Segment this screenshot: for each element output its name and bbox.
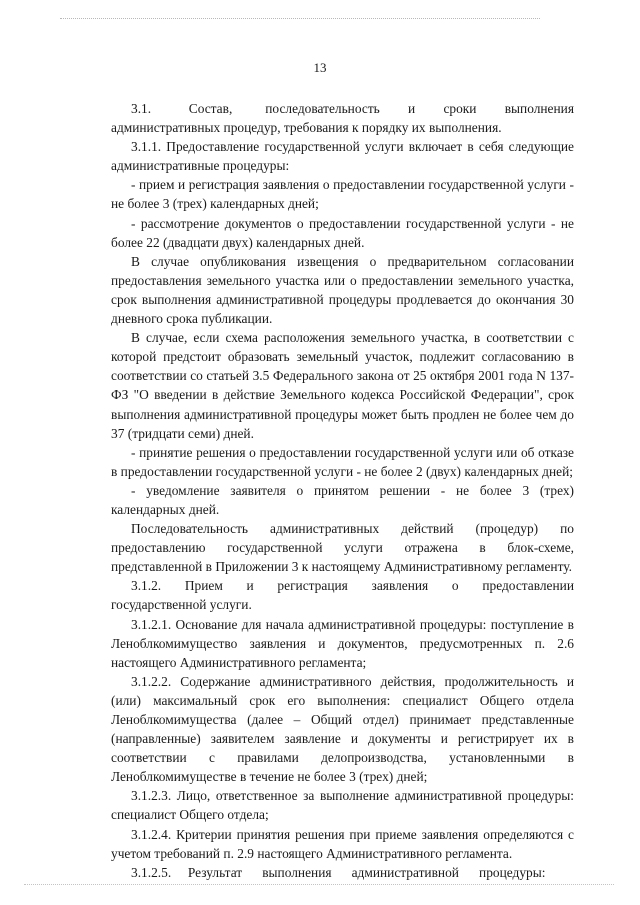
paragraph-3-1-2-2: 3.1.2.2. Содержание административного действия, продолжительность и (или) максимальный срок его выполнения: специалист Общего отдела Леноблкомимущества (далее – Общий отдел) принимает представленные (направленные) заявителем заявление и документы и регистрирует их в соответствии с правилами делопроизводства, установленными в Леноблкомимуществе в течение не более 3 (трех) дней; [111,673,574,785]
list-item-review: - рассмотрение документов о предоставлении государственной услуги - не более 22 (двадцати двух) календарных дней. [111,215,574,250]
list-item-receipt: - прием и регистрация заявления о предоставлении государственной услуги - не более 3 (трех) календарных дней; [111,177,574,212]
paragraph-publication: В случае опубликования извещения о предварительном согласовании предоставления земельного участка или о предоставлении земельного участка, срок выполнения административной процедуры продлевается до окончания 30 дневного срока публикации. [111,253,574,327]
paragraph-3-1-2-5: 3.1.2.5. Результат выполнения административной процедуры: [131,864,546,880]
document-body [111,99,574,882]
paragraph-3-1-2-3: 3.1.2.3. Лицо, ответственное за выполнение административной процедуры: специалист Общего отдела; [111,788,574,823]
scan-edge-bottom [24,884,614,885]
paragraph-3-1: 3.1. Состав, последовательность и сроки выполнения административных процедур, требования к порядку их выполнения. [111,101,574,136]
list-item-notification: - уведомление заявителя о принятом решении - не более 3 (трех) календарных дней. [111,482,574,517]
list-item-decision: - принятие решения о предоставлении государственной услуги или об отказе в предоставлении государственной услуги - не более 2 (двух) календарных дней; [111,444,574,479]
paragraph-3-1-2: 3.1.2. Прием и регистрация заявления о предоставлении государственной услуги. [111,578,574,613]
paragraph-sequence: Последовательность административных действий (процедур) по предоставлению государственной услуги отражена в блок-схеме, представленной в Приложении 3 к настоящему Административному регламенту. [111,521,574,575]
paragraph-scheme: В случае, если схема расположения земельного участка, в соответствии с которой предстоит образовать земельный участок, подлежит согласованию в соответствии со статьей 3.5 Федерального закона от 25 октября 2001 года N 137-ФЗ "О введении в действие Земельного кодекса Российской Федерации", срок выполнения административной процедуры может быть продлен не более чем до 37 (тридцати семи) дней. [111,330,574,441]
paragraph-3-1-1: 3.1.1. Предоставление государственной услуги включает в себя следующие административные процедуры: [111,139,574,174]
scan-edge-top [60,18,540,19]
page-number: 13 [313,60,327,75]
paragraph-3-1-2-1: 3.1.2.1. Основание для начала административной процедуры: поступление в Леноблкомимущество заявления и документов, предусмотренных п. 2.6 настоящего Административного регламента; [111,616,574,670]
paragraph-3-1-2-4: 3.1.2.4. Критерии принятия решения при приеме заявления определяются с учетом требований п. 2.9 настоящего Административного регламента. [111,826,574,861]
